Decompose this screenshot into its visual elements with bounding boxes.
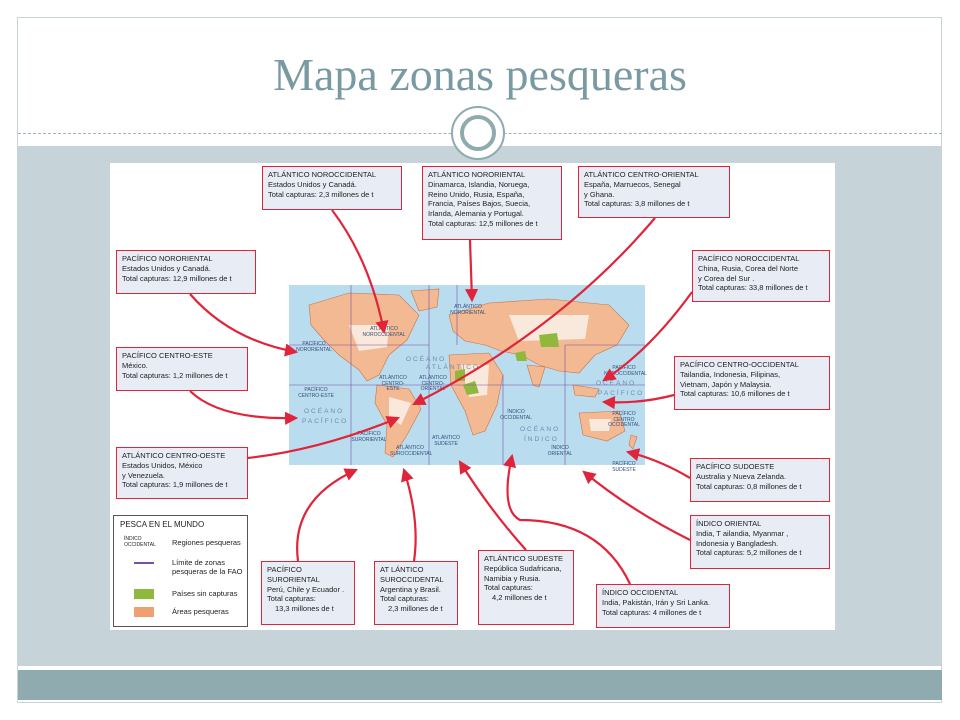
box-pacifico-centro-occidental: PACÍFICO CENTRO-OCCIDENTAL Tailandia, Indonesia, Filipinas, Vietnam, Japón y Malaysia. Total capturas: 10,6 millones de t <box>674 356 830 410</box>
legend-title: PESCA EN EL MUNDO <box>120 520 205 529</box>
map-label-ind-or: ÍNDICO ORIENTAL <box>547 445 573 457</box>
ocean-label-indian-1: OCÉANO <box>520 426 561 433</box>
map-label-pac-nor: PACÍFICO NORORIENTAL <box>296 341 332 353</box>
map-label-atl-ce: ATLÁNTICO CENTRO-ESTE <box>379 375 407 392</box>
map-label-atl-co: ATLÁNTICO CENTRO-ORIENTAL <box>419 375 447 392</box>
legend-row-regions: ÍNDICO OCCIDENTAL Regiones pesqueras <box>124 536 241 548</box>
map-legend <box>113 515 248 627</box>
map-label-atl-noc: ATLÁNTICO NOROCCIDENTAL <box>362 326 406 338</box>
footer-band <box>18 670 942 700</box>
box-atlantico-centro-oriental: ATLÁNTICO CENTRO-ORIENTAL España, Marruecos, Senegal y Ghana. Total capturas: 3,8 millones de t <box>578 166 730 218</box>
legend-row-fishing-areas: Áreas pesqueras <box>120 606 245 622</box>
ocean-label-pacific-1: OCÉANO <box>304 408 345 415</box>
ocean-label-atlantic-1: OCÉANO <box>406 356 447 363</box>
box-atlantico-sudeste: ATLÁNTICO SUDESTE República Sudafricana, Namibia y Rusia. Total capturas: 4,2 millones de t <box>478 550 574 625</box>
box-atlantico-nororiental: ATLÁNTICO NORORIENTAL Dinamarca, Islandia, Noruega, Reino Unido, Rusia, España, Francia, Países Bajos, Suecia, Irlanda, Alemania y Portugal. Total capturas: 12,5 millones de t <box>422 166 562 240</box>
ocean-label-indian-2: ÍNDICO <box>524 436 559 443</box>
box-pacifico-nororiental: PACÍFICO NORORIENTAL Estados Unidos y Canadá. Total capturas: 12,9 millones de t <box>116 250 256 294</box>
ocean-label-pacific-east-1: OCÉANO <box>596 380 637 387</box>
map-label-ind-oc: ÍNDICO OCCIDENTAL <box>500 409 532 421</box>
map-label-pac-ce: PACÍFICO CENTRO-ESTE <box>298 387 334 399</box>
ocean-label-atlantic-2: ATLÁNTICO <box>426 364 480 371</box>
box-pacifico-centro-este: PACÍFICO CENTRO-ESTE México. Total capturas: 1,2 millones de t <box>116 347 248 391</box>
box-atlantico-noroccidental: ATLÁNTICO NOROCCIDENTAL Estados Unidos y Canadá. Total capturas: 2,3 millones de t <box>262 166 402 210</box>
legend-sample-label: ÍNDICO OCCIDENTAL <box>124 536 156 548</box>
box-atlantico-suroccidental: AT LÁNTICO SUROCCIDENTAL Argentina y Brasil. Total capturas: 2,3 millones de t <box>374 561 458 625</box>
box-indico-oriental: ÍNDICO ORIENTAL India, T ailandia, Myanmar , Indonesia y Bangladesh. Total capturas: 5,2 millones de t <box>690 515 830 569</box>
fishing-area-swatch <box>134 607 154 617</box>
ocean-label-pacific-2: PACÍFICO <box>302 418 349 425</box>
map-label-atl-nor: ATLÁNTICO NORORIENTAL <box>450 304 486 316</box>
ring-ornament <box>451 106 505 160</box>
box-pacifico-suroriental: PACÍFICO SURORIENTAL Perú, Chile y Ecuador . Total capturas: 13,3 millones de t <box>261 561 355 625</box>
box-title: ATLÁNTICO NOROCCIDENTAL <box>268 170 377 179</box>
fao-limit-swatch <box>134 562 154 564</box>
map-label-pac-so: PACÍFICO SUDESTE <box>612 461 636 473</box>
box-pacifico-noroccidental: PACÍFICO NOROCCIDENTAL China, Rusia, Corea del Norte y Corea del Sur . Total capturas: 33,8 millones de t <box>692 250 830 302</box>
map-label-pac-noc: PACÍFICO NOROCCIDENTAL <box>604 365 647 377</box>
ocean-label-pacific-east-2: PACÍFICO <box>598 390 645 397</box>
map-label-atl-se: ATLÁNTICO SUDESTE <box>432 435 460 447</box>
box-atlantico-centro-oeste: ATLÁNTICO CENTRO-OESTE Estados Unidos, México y Venezuela. Total capturas: 1,9 millones de t <box>116 447 248 499</box>
slide-title: Mapa zonas pesqueras <box>273 49 687 100</box>
legend-row-no-catch: Países sin capturas <box>120 588 245 604</box>
legend-row-fao-limit: Límite de zonas pesqueras de la FAO <box>120 558 245 574</box>
map-label-pac-co: PACÍFICO CENTRO OCCIDENTAL <box>608 411 640 428</box>
no-catch-swatch <box>134 589 154 599</box>
box-pacifico-sudoeste: PACÍFICO SUDOESTE Australia y Nueva Zelanda. Total capturas: 0,8 millones de t <box>690 458 830 502</box>
map-label-pac-sor: PACÍFICO SURORIENTAL <box>351 431 387 443</box>
box-indico-occidental: ÍNDICO OCCIDENTAL India, Pakistán, Irán y Sri Lanka. Total capturas: 4 millones de t <box>596 584 730 628</box>
map-label-atl-soc: ATLÁNTICO SUROCCIDENTAL <box>390 445 433 457</box>
